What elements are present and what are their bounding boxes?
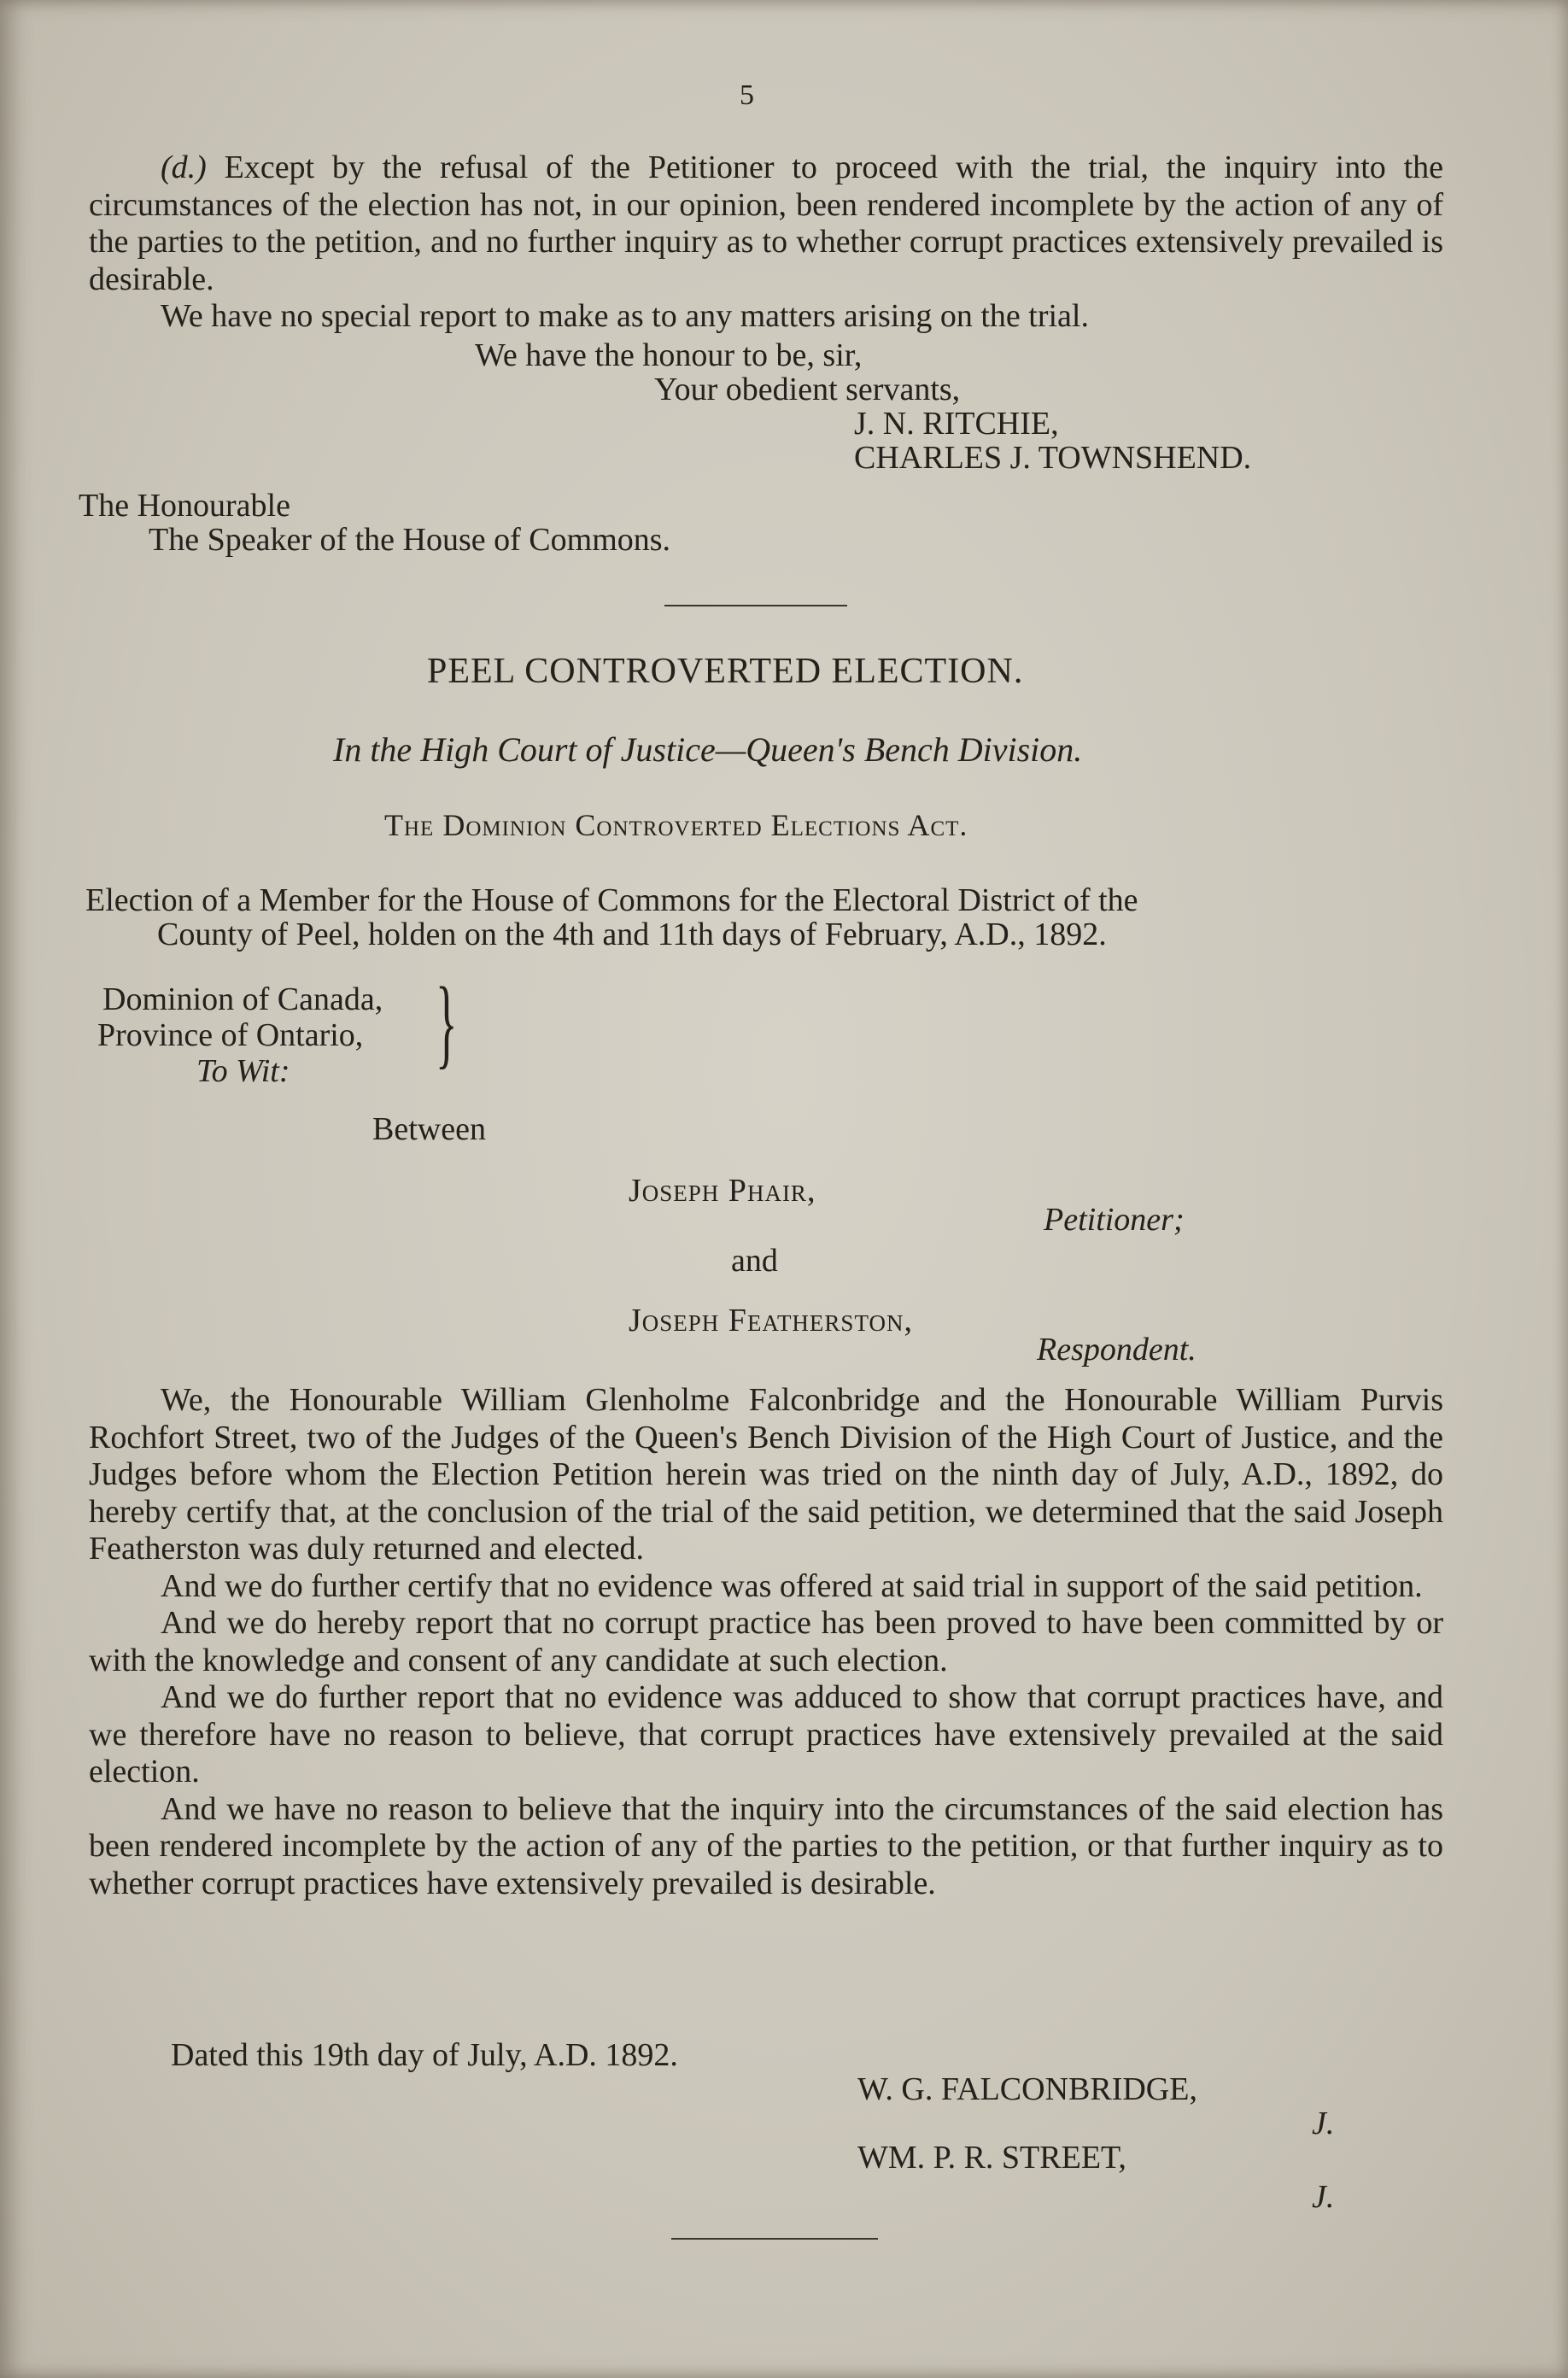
respondent-name: Joseph Featherston, — [629, 1303, 913, 1338]
certificate-paragraph: We, the Honourable William Glenholme Falconbridge and the Honourable William Purvis Rochfort Street, two of the Judges of the Queen's Bench Division of the High Court of Justice, and the Judges before whom the Election Petition herein was tried on the ninth day of July, A.D., 1892, do hereby certify that, at the conclusion of the trial of the said petition, we determined that the said Joseph Featherston was duly returned and elected. — [89, 1382, 1443, 1567]
venue-line-1: Dominion of Canada, — [102, 981, 383, 1017]
certificate-body — [89, 1382, 1443, 1902]
paragraph-label: (d.) — [161, 149, 207, 185]
report-paragraph-d — [89, 149, 1443, 336]
certificate-paragraph: And we have no reason to believe that the inquiry into the circumstances of the said election has been rendered incomplete by the action of any of the parties to the petition, or that further inquiry as to whether corrupt practices have extensively prevailed is desirable. — [89, 1790, 1443, 1901]
paragraph-text: Except by the refusal of the Petitioner to proceed with the trial, the inquiry into the circumstances of the election has not, in our opinion, been rendered incomplete by the action of any of the parties to the petition, and no further inquiry as to whether corrupt practices extensively prevailed is desirable. — [89, 149, 1443, 297]
petitioner-role: Petitioner; — [1044, 1202, 1185, 1238]
closing-line-1: We have the honour to be, sir, — [475, 337, 863, 373]
certificate-paragraph: And we do further certify that no evidence was offered at said trial in support of the said petition. — [161, 1567, 1423, 1604]
and-label: and — [731, 1243, 778, 1279]
judge-2-signature: WM. P. R. STREET, — [857, 2140, 1126, 2176]
addressee-line-2: The Speaker of the House of Commons. — [149, 522, 671, 558]
certificate-paragraph: And we do hereby report that no corrupt practice has been proved to have been committed by or with the knowledge and consent of any candidate at such election. — [89, 1605, 1443, 1678]
respondent-role: Respondent. — [1037, 1332, 1196, 1368]
section-title: PEEL CONTROVERTED ELECTION. — [427, 652, 1024, 691]
addressee-line-1: The Honourable — [79, 488, 290, 524]
signer-1: J. N. RITCHIE, — [854, 406, 1059, 442]
judge-1-title: J. — [1312, 2106, 1335, 2141]
dated-line: Dated this 19th day of July, A.D. 1892. — [171, 2037, 678, 2073]
closing-line-2: Your obedient servants, — [654, 372, 961, 407]
venue-line-3: To Wit: — [196, 1053, 290, 1089]
court-heading: In the High Court of Justice—Queen's Bench Division. — [333, 730, 1083, 769]
page-number: 5 — [740, 79, 754, 111]
act-heading: The Dominion Controverted Elections Act. — [384, 808, 968, 842]
certificate-paragraph: And we do further report that no evidence was adduced to show that corrupt practices have, and we therefore have no reason to believe, that corrupt practices have extensively prevailed at the said election. — [89, 1679, 1443, 1789]
election-line-2: County of Peel, holden on the 4th and 11th days of February, A.D., 1892. — [157, 917, 1107, 952]
section-divider-1 — [664, 605, 847, 606]
venue-line-2: Province of Ontario, — [97, 1017, 364, 1053]
petitioner-name: Joseph Phair, — [629, 1173, 816, 1209]
signer-2: CHARLES J. TOWNSHEND. — [854, 440, 1252, 476]
judge-2-title: J. — [1312, 2179, 1335, 2215]
election-line-1: Election of a Member for the House of Commons for the Electoral District of the — [85, 882, 1138, 918]
report-paragraph-special: We have no special report to make as to any matters arising on the trial. — [161, 298, 1089, 334]
venue-brace: } — [436, 966, 458, 1078]
section-divider-2 — [671, 2238, 878, 2240]
judge-1-signature: W. G. FALCONBRIDGE, — [857, 2071, 1197, 2107]
between-label: Between — [372, 1111, 486, 1147]
